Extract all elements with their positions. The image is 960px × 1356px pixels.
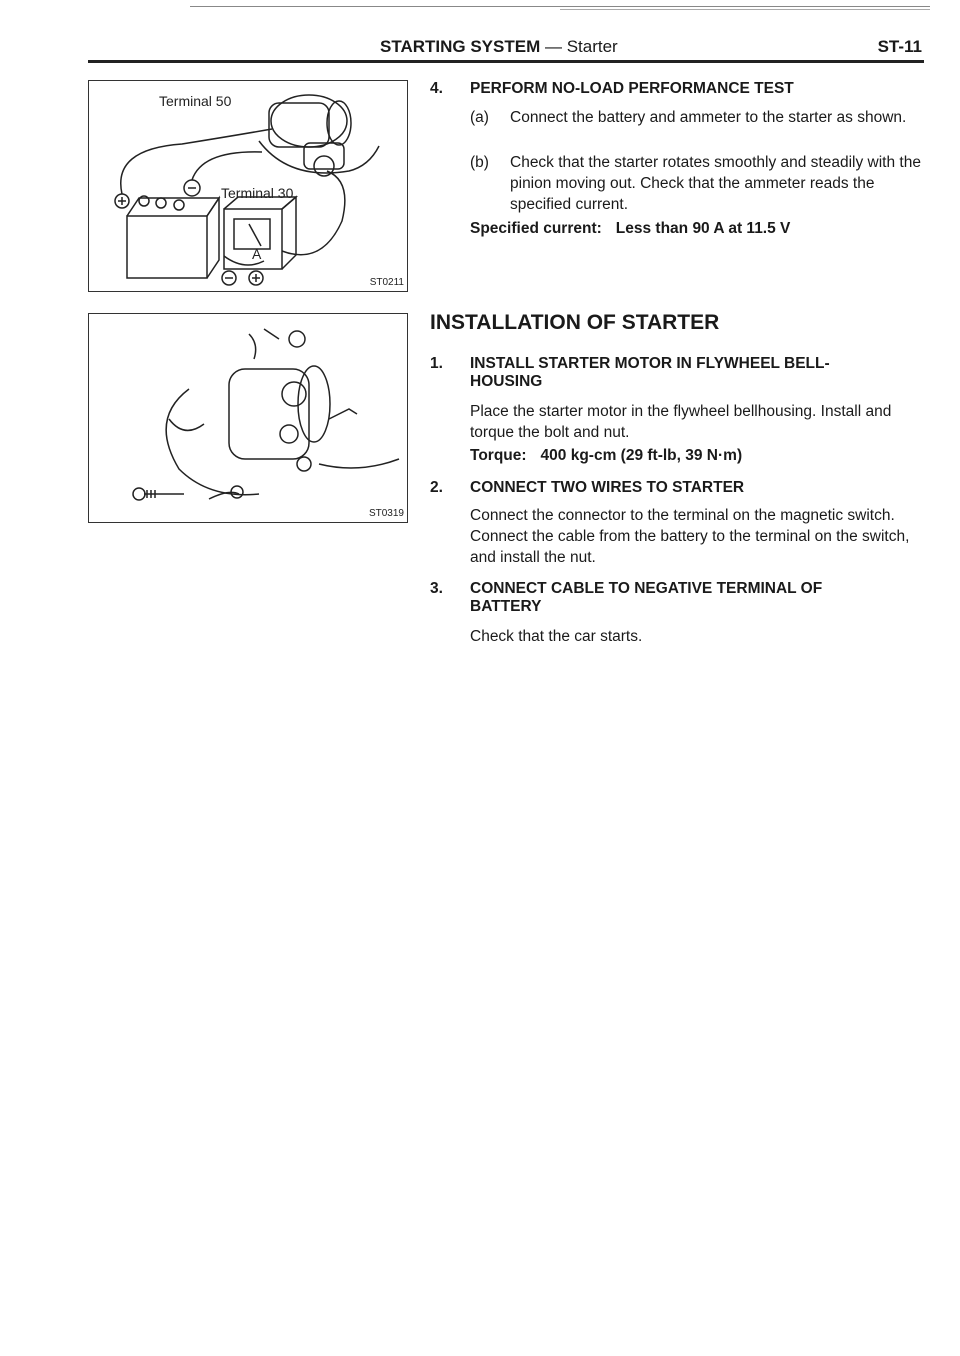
top-scan-line-2 [560,9,930,10]
section-name: STARTING SYSTEM [380,37,541,56]
page-number: ST-11 [877,37,922,56]
sub-item-a [470,107,924,151]
sub-item-label: (a) [470,109,489,126]
top-scan-line [190,6,930,7]
spec-value: Less than 90 A at 11.5 V [615,220,791,237]
figure-code: ST0319 [368,508,404,519]
terminal-30-label: Terminal 30 [221,185,294,201]
header-rule [88,60,924,63]
step-3-body: Check that the car starts. [470,628,643,645]
spec-value: 400 kg-cm (29 ft-lb, 39 N·m) [540,447,743,464]
sub-item-b [470,152,924,216]
step-1-body: Place the starter motor in the flywheel bellhousing. Install and torque the bolt and nut. [470,403,892,441]
step-title: INSTALL STARTER MOTOR IN FLYWHEEL BELL-HOUSING [470,355,830,390]
step-number: 4. [430,80,443,97]
step-number: 3. [430,580,443,597]
spec-label: Specified current: [470,220,602,237]
specified-current [470,220,790,238]
terminal-50-label: Terminal 50 [159,93,232,109]
figure-no-load-test [88,80,408,292]
ammeter-a-label: A [252,246,262,262]
spec-label: Torque: [470,447,527,464]
torque-spec [470,447,742,465]
step-1-heading [430,355,924,399]
step-2-body: Connect the connector to the terminal on the magnetic switch. Connect the cable from the battery to the terminal on the switch, and install the nut. [470,507,910,566]
sub-item-text: Connect the battery and ammeter to the starter as shown. [510,109,907,126]
subsection-name: Starter [566,37,618,56]
figure-starter-installation [88,313,408,523]
figure-code: ST0211 [369,277,404,288]
page-title [380,37,618,57]
step-3-heading [430,580,924,624]
step-number: 1. [430,355,443,372]
step-title: CONNECT CABLE TO NEGATIVE TERMINAL OF BATTERY [470,580,823,615]
step-title: CONNECT TWO WIRES TO STARTER [470,479,745,496]
starter-installation-illustration [89,314,407,522]
section-heading: INSTALLATION OF STARTER [430,311,720,334]
sub-item-label: (b) [470,154,489,171]
step-title: PERFORM NO-LOAD PERFORMANCE TEST [470,80,794,97]
sub-item-text: Check that the starter rotates smoothly and steadily with the pinion moving out. Check that the ammeter reads the specified current. [510,154,921,213]
step-number: 2. [430,479,443,496]
title-dash: — [540,37,567,56]
